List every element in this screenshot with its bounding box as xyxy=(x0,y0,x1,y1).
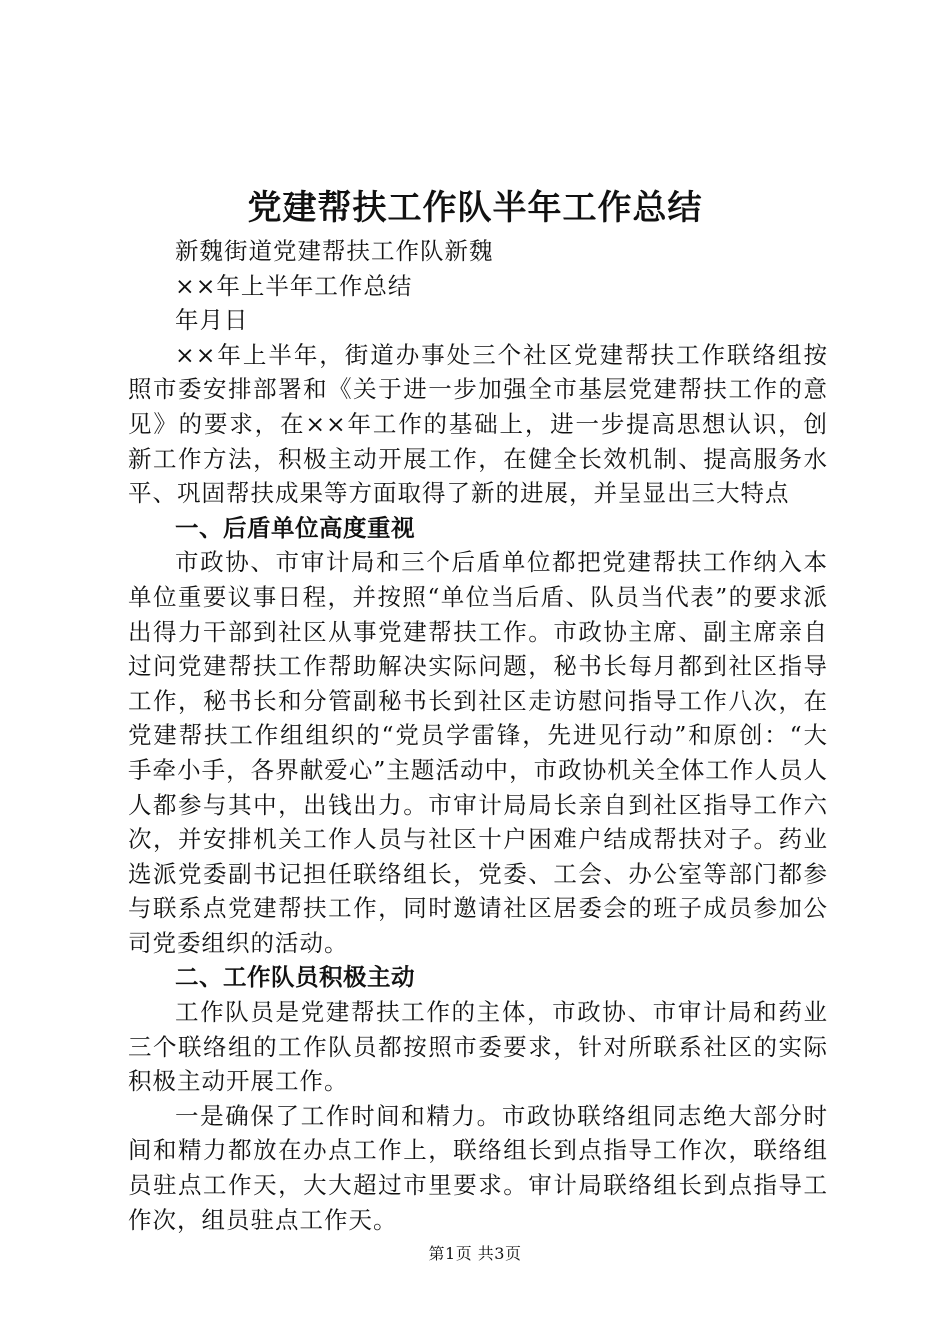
paragraph-text: ××年上半年，街道办事处三个社区党建帮扶工作联络组按照市委安排部署和《关于进一步加强全市基层党建帮扶工作的意见》的要求，在××年工作的基础上，进一步提高思想认识，创新工作方法，积极主动开展工作，在健全长效机制、提高服务水平、巩固帮扶成果等方面取得了新的进展，并呈显出三大特点 xyxy=(128,340,828,508)
document-body xyxy=(128,234,828,1237)
paragraph-text: 新魏街道党建帮扶工作队新魏 xyxy=(175,237,494,265)
page-footer: 第1页 共3页 xyxy=(428,1244,522,1263)
paragraph-text: ××年上半年工作总结 xyxy=(175,271,413,300)
paragraph-text: 一是确保了工作时间和精力。市政协联络组同志绝大部分时间和精力都放在办点工作上，联络组长到点指导工作次，联络组员驻点工作天，大大超过市里要求。审计局联络组长到点指导工作次，组员驻点工作天。 xyxy=(128,1101,828,1234)
section-heading: 二、工作队员积极主动 xyxy=(175,963,415,992)
paragraph-text: 市政协、市审计局和三个后盾单位都把党建帮扶工作纳入本单位重要议事日程，并按照“单位当后盾、队员当代表”的要求派出得力干部到社区从事党建帮扶工作。市政协主席、副主席亲自过问党建帮扶工作帮助解决实际问题，秘书长每月都到社区指导工作，秘书长和分管副秘书长到社区走访慰问指导工作八次，在党建帮扶工作组组织的“党员学雷锋，先进见行动”和原创：“大手牵小手，各界献爱心”主题活动中，市政协机关全体工作人员人人都参与其中，出钱出力。市审计局局长亲自到社区指导工作六次，并安排机关工作人员与社区十户困难户结成帮扶对子。药业选派党委副书记担任联络组长，党委、工会、办公室等部门都参与联系点党建帮扶工作，同时邀请社区居委会的班子成员参加公司党委组织的活动。 xyxy=(128,548,828,957)
paragraph-text: 年月日 xyxy=(175,306,249,335)
document-title: 党建帮扶工作队半年工作总结 xyxy=(247,188,703,228)
section-heading: 一、后盾单位高度重视 xyxy=(175,513,415,542)
paragraph-text: 工作队员是党建帮扶工作的主体，市政协、市审计局和药业三个联络组的工作队员都按照市委要求，针对所联系社区的实际积极主动开展工作。 xyxy=(128,998,828,1096)
